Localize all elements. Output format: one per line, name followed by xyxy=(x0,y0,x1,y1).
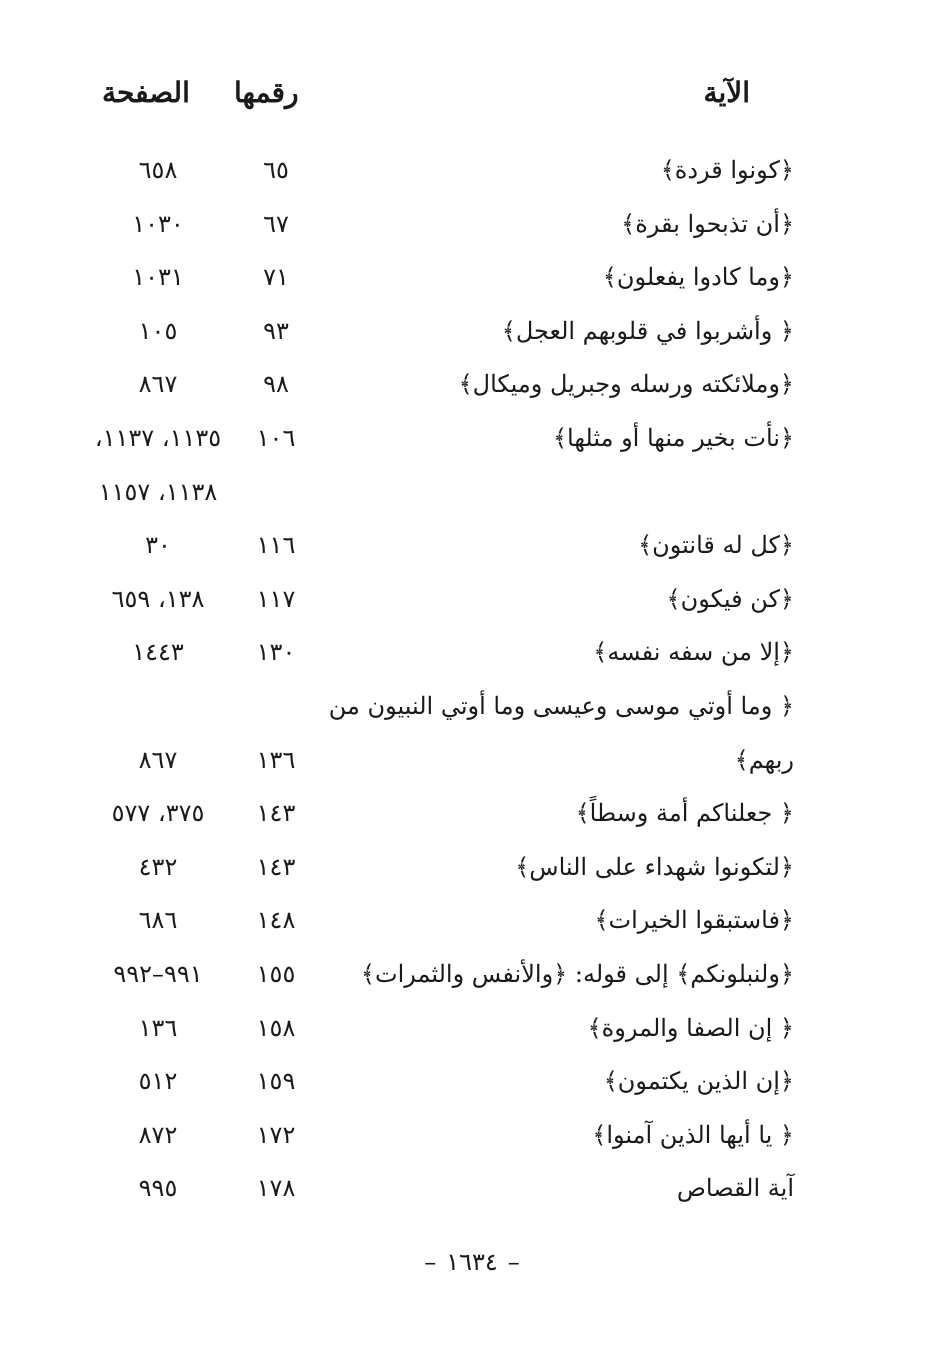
page-column-header: الصفحة xyxy=(102,76,190,109)
ayah-number: ١٥٩ xyxy=(256,1067,296,1096)
page-reference: ١٠٥ xyxy=(138,316,178,345)
page-reference: ٨٦٧ xyxy=(138,370,178,399)
page-reference: ١٠٣١ xyxy=(132,263,184,292)
table-row xyxy=(0,468,944,522)
table-row xyxy=(0,253,944,307)
page-reference: ٤٣٢ xyxy=(138,852,178,881)
ayah-number: ٧١ xyxy=(263,263,289,292)
index-table xyxy=(0,146,944,1218)
footer-dash-left: – xyxy=(424,1248,437,1276)
page-reference: ٦٥٨ xyxy=(138,156,178,184)
ayah-text: ﴿كونوا قردة﴾ xyxy=(660,156,794,184)
ayah-number: ٩٣ xyxy=(263,316,289,345)
ayah-text: ﴿نأت بخير منها أو مثلها﴾ xyxy=(552,423,794,452)
table-row xyxy=(0,950,944,1004)
page-reference: ١٠٣٠ xyxy=(132,209,184,238)
ayah-text: ﴿لتكونوا شهداء على الناس﴾ xyxy=(515,852,794,881)
ayah-number: ٦٧ xyxy=(263,209,289,238)
ayah-text: ﴿إن الذين يكتمون﴾ xyxy=(603,1067,794,1096)
ayah-text: ﴿ وما أوتي موسى وعيسى وما أوتي النبيون من xyxy=(328,691,794,720)
ayah-number: ١٠٦ xyxy=(256,423,296,452)
table-row xyxy=(0,146,944,200)
page-reference: ٩٩٥ xyxy=(138,1174,178,1203)
table-row xyxy=(0,1111,944,1165)
table-row xyxy=(0,628,944,682)
footer-dash-right: – xyxy=(507,1248,520,1276)
table-row xyxy=(0,843,944,897)
ayah-number: ١١٦ xyxy=(256,531,296,560)
ayah-text: ﴿وما كادوا يفعلون﴾ xyxy=(602,263,794,292)
ayah-text: ﴿أن تذبحوا بقرة﴾ xyxy=(621,209,794,238)
ayah-number: ٩٨ xyxy=(263,370,289,399)
table-row xyxy=(0,575,944,629)
table-row xyxy=(0,1004,944,1058)
page-reference: ٥١٢ xyxy=(138,1067,178,1096)
ayah-number: ١٤٣ xyxy=(256,852,296,881)
page-reference: ٩٩١–٩٩٢ xyxy=(113,959,203,988)
table-row xyxy=(0,414,944,468)
page-reference: ١٣٨، ٦٥٩ xyxy=(111,584,205,613)
ayah-text: ﴿فاستبقوا الخيرات﴾ xyxy=(594,906,794,935)
table-header xyxy=(0,72,944,122)
table-row xyxy=(0,307,944,361)
ayah-text: ﴿إلا من سفه نفسه﴾ xyxy=(593,638,794,667)
table-row xyxy=(0,360,944,414)
table-row xyxy=(0,521,944,575)
ayah-number: ١٣٦ xyxy=(256,745,296,774)
table-row xyxy=(0,736,944,790)
ayah-number: ١٧٢ xyxy=(256,1120,296,1149)
page-number: ١٦٣٤ xyxy=(446,1248,498,1276)
table-row xyxy=(0,1164,944,1218)
table-row xyxy=(0,200,944,254)
ayah-text: ﴿ إن الصفا والمروة﴾ xyxy=(587,1013,794,1042)
ayah-number: ١٥٥ xyxy=(256,959,296,988)
ayah-text: ﴿كل له قانتون﴾ xyxy=(638,531,794,560)
ayah-text: ﴿كن فيكون﴾ xyxy=(666,584,794,613)
table-row xyxy=(0,789,944,843)
page-reference: ١٤٤٣ xyxy=(132,638,184,667)
ayah-text: ﴿ جعلناكم أمة وسطاً﴾ xyxy=(575,799,794,828)
page-reference: ٣٠ xyxy=(145,531,171,560)
ayah-number: ١٤٨ xyxy=(256,906,296,935)
page-reference: ١١٣٥، ١١٣٧، xyxy=(94,423,222,452)
page-reference: ٨٦٧ xyxy=(138,745,178,774)
ayah-number: ١٥٨ xyxy=(256,1013,296,1042)
number-column-header: رقمها xyxy=(234,76,299,109)
ayah-number: ١٣٠ xyxy=(256,638,296,667)
ayah-number: ١٤٣ xyxy=(256,799,296,828)
ayah-text: ﴿ وأشربوا في قلوبهم العجل﴾ xyxy=(501,316,794,345)
ayah-number: ١٧٨ xyxy=(256,1174,296,1203)
table-row xyxy=(0,896,944,950)
ayah-number: ٦٥ xyxy=(263,156,289,184)
page-footer xyxy=(0,1248,944,1276)
table-row xyxy=(0,682,944,736)
ayah-text: ربهم﴾ xyxy=(734,745,794,774)
ayah-column-header: الآية xyxy=(703,76,750,109)
ayah-number: ١١٧ xyxy=(256,584,296,613)
page-reference: ٦٨٦ xyxy=(138,906,178,935)
page-reference: ١٣٦ xyxy=(138,1013,178,1042)
ayah-text: ﴿ يا أيها الذين آمنوا﴾ xyxy=(592,1120,794,1149)
table-row xyxy=(0,1057,944,1111)
page-reference: ١١٣٨، ١١٥٧ xyxy=(98,477,218,506)
ayah-text: آية القصاص xyxy=(676,1174,794,1203)
page-reference: ٨٧٢ xyxy=(138,1120,178,1149)
page-reference: ٣٧٥، ٥٧٧ xyxy=(111,799,205,828)
ayah-text: ﴿وملائكته ورسله وجبريل وميكال﴾ xyxy=(458,370,794,399)
ayah-text: ﴿ولنبلونكم﴾ إلى قوله: ﴿والأنفس والثمرات﴾ xyxy=(360,959,794,988)
